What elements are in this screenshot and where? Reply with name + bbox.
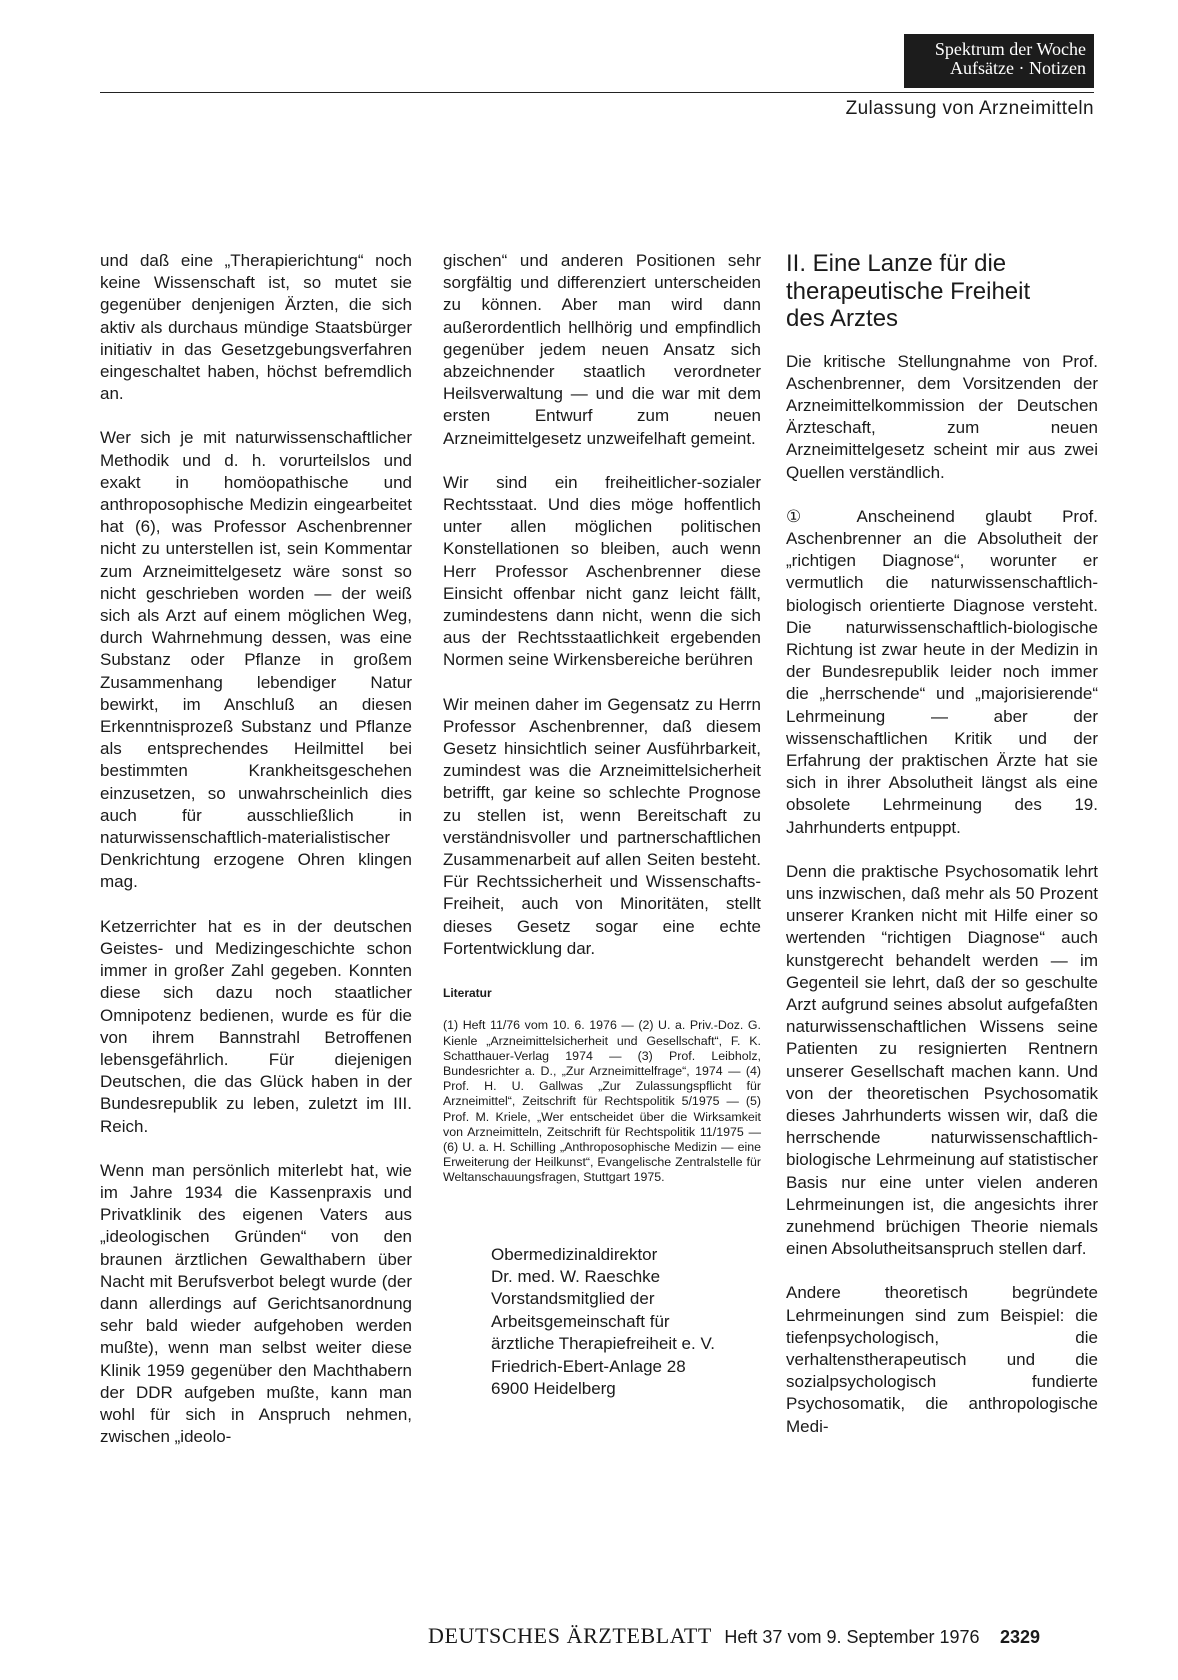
journal-name: DEUTSCHES ÄRZTEBLATT	[428, 1623, 712, 1648]
address-line: Dr. med. W. Raeschke	[491, 1266, 661, 1286]
issue-info: Heft 37 vom 9. September 1976	[724, 1627, 980, 1647]
paragraph: und daß eine „Therapierichtung“ noch keine Wissenschaft ist, so mutet sie gegenüber denjenigen Ärzten, die sich aktiv als durchaus mündige Staatsbürger initiativ in das Gesetzgebungsverfahren eingeschaltet haben, höchst befremdlich an.	[100, 251, 412, 404]
header-rule	[100, 92, 1094, 93]
badge-line-1: Spektrum der Woche	[934, 39, 1086, 59]
paragraph: Wenn man persönlich miterlebt hat, wie im Jahre 1934 die Kassenpraxis und Privatklinik des eigenen Vaters aus „ideologischen Gründen“ von den braunen ärztlichen Gewalthabern über Nacht mit Berufsverbot belegt wurde (der dann allerdings auf Gerichtsanordnung sehr bald wieder aufgehoben werden mußte), wenn man selbst weiter diese Klinik 1959 gegenüber den Machthabern der DDR aufgeben mußte, kann man wohl für sich in Anspruch nehmen, zwischen „ideolo-	[100, 1160, 412, 1447]
section-badge	[904, 34, 1094, 88]
page-number: 2329	[1000, 1627, 1041, 1647]
address-line: Friedrich-Ebert-Anlage 28	[491, 1356, 686, 1376]
column-3	[786, 250, 1098, 1460]
paragraph: ① Anscheinend glaubt Prof. Aschenbrenner an die Absolutheit der „richtigen Diagnose“, worunter er vermutlich die naturwissenschaftlich-biologisch orientierte Diagnose versteht. Die naturwissenschaftlich-biologische Richtung ist zwar heute in der Medizin in der Bundesrepublik leider noch immer die „herrschende“ und „majorisierende“ Lehrmeinung — aber der wissenschaftlichen Kritik und der Erfahrung der praktischen Ärzte hat sie sich in ihrer Absolutheit längst als eine obsolete Lehrmeinung des 19. Jahrhunderts entpuppt.	[786, 506, 1098, 837]
address-line: Obermedizinaldirektor	[491, 1244, 658, 1264]
address-line: Vorstandsmitglied der	[491, 1289, 655, 1309]
author-address	[443, 1244, 761, 1401]
page-footer	[428, 1623, 1040, 1649]
badge-line-2: Aufsätze · Notizen	[950, 58, 1086, 78]
address-line: ärztliche Therapiefreiheit e. V.	[491, 1334, 715, 1354]
paragraph: Denn die praktische Psychosomatik lehrt uns inzwischen, daß mehr als 50 Prozent unserer Kranken nicht mit Hilfe einer so wertenden “richtigen Diagnose“ auch kunstgerecht behandelt werden — im Gegenteil sie lehrt, daß der so geschulte Arzt aufgrund seines absolut aufgefaßten naturwissenschaftlichen Wissens seine Patienten zu resignierten Rentnern unserer Gesellschaft machen kann. Und von der theoretischen Psychosomatik dieses Jahrhunderts wissen wir, daß die herrschende naturwissenschaftlich-biologische Lehrmeinung auf statistischer Basis nur eine unter vielen anderen Lehrmeinungen ist, die angesichts ihrer zunehmend brüchigen Theorie niemals einen Absolutheitsanspruch stellen darf.	[786, 861, 1098, 1259]
heading-line: des Arztes	[786, 305, 899, 332]
paragraph: Andere theoretisch begründete Lehrmeinungen sind zum Beispiel: die tiefenpsychologisch, die verhaltenstherapeutisch und die sozialpsychologisch fundierte Psychosomatik, die anthropologische Medi-	[786, 1283, 1098, 1436]
literature-text: (1) Heft 11/76 vom 10. 6. 1976 — (2) U. a. Priv.-Doz. G. Kienle „Arzneimittelsicherheit und Gesellschaft“, F. K. Schatthauer-Verlag 1974 — (3) Prof. Leibholz, Bundesrichter a. D., „Zur Arzneimittelfrage“, 1974 — (4) Prof. H. U. Gallwas „Zur Zulassungspflicht für Arzneimittel“, Zeitschrift für Rechtspolitik 5/1975 — (5) Prof. M. Kriele, „Wer entscheidet über die Wirksamkeit von Arzneimitteln, Zeitschrift für Rechtspolitik 11/1975 — (6) U. a. H. Schilling „Anthroposophische Medizin — eine Erweiterung der Heilkunst“, Evangelische Zentralstelle für Weltanschauungsfragen, Stuttgart 1975.	[443, 1018, 761, 1185]
paragraph: Wer sich je mit naturwissenschaftlicher Methodik und d. h. vorurteilslos und exakt in homöopathische und anthroposophische Medizin eingearbeitet hat (6), was Professor Aschenbrenner nicht zu unterstellen ist, sein Kommentar zum Arzneimittelgesetz wäre sonst so nicht geschrieben worden — der weiß sich als Arzt auf einem möglichen Weg, durch Wahrnehmung dessen, was eine Substanz oder Pflanze in großem Zusammenhang lebendiger Natur bewirkt, im Anschluß an diesen Erkenntnisprozeß Substanz und Pflanze als entsprechendes Heilmittel bei bestimmten Krankheitsgeschehen einzusetzen, so unwahrscheinlich dies auch für ausschließlich in naturwissenschaftlich-materialistischer Denkrichtung erzogene Ohren klingen mag.	[100, 428, 412, 892]
paragraph: Wir sind ein freiheitlicher-sozialer Rechtsstaat. Und dies möge hoffentlich unter allen möglichen politischen Konstellationen so bleiben, auch wenn Herr Professor Aschenbrenner diese Einsicht offenbar nicht ganz leicht fällt, zumindestens dann nicht, wenn die sich aus der Rechtsstaatlichkeit ergebenden Normen seine Wirkensbereiche berühren	[443, 472, 761, 670]
paragraph: Die kritische Stellungnahme von Prof. Aschenbrenner, dem Vorsitzenden der Arzneimittelkommission der Deutschen Ärzteschaft, zum neuen Arzneimittelgesetz scheint mir aus zwei Quellen verständlich.	[786, 351, 1098, 482]
paragraph: gischen“ und anderen Positionen sehr sorgfältig und differenziert unterscheiden zu können. Aber man wird dann außerordentlich hellhörig und empfindlich gegenüber jedem neuen Ansatz sich abzeichnender staatlich verordneter Heilsverwaltung — und die war mit dem ersten Entwurf zum neuen Arzneimittelgesetz unzweifelhaft gemeint.	[443, 251, 761, 448]
heading-line: II. Eine Lanze für die	[786, 250, 1007, 277]
article-heading	[786, 250, 1098, 333]
address-line: 6900 Heidelberg	[491, 1378, 616, 1398]
literature-title: Literatur	[443, 986, 492, 1001]
column-1	[100, 250, 412, 1470]
column-2	[443, 250, 761, 1400]
heading-line: therapeutische Freiheit	[786, 277, 1031, 305]
section-title: Zulassung von Arzneimitteln	[845, 98, 1094, 119]
paragraph: Ketzerrichter hat es in der deutschen Geistes- und Medizingeschichte schon immer in großer Zahl gegeben. Konnten diese sich dazu noch staatlicher Omnipotenz bedienen, wurde es für die von ihrem Bannstrahl Betroffenen lebensgefährlich. Für diejenigen Deutschen, die das Glück haben in der Bundesrepublik zu leben, zuletzt im III. Reich.	[100, 916, 412, 1136]
address-line: Arbeitsgemeinschaft für	[491, 1311, 670, 1331]
paragraph: Wir meinen daher im Gegensatz zu Herrn Professor Aschenbrenner, daß diesem Gesetz hinsichtlich seiner Ausführbarkeit, zumindest was die Arzneimittelsicherheit betrifft, gar keine so schlechte Prognose zu stellen ist, wenn Bereitschaft zu verständnisvoller und partnerschaftlichen Zusammenarbeit auf allen Seiten besteht. Für Rechtssicherheit und Wissenschafts-Freiheit, auch von Minoritäten, stellt dieses Gesetz sogar eine echte Fortentwicklung dar.	[443, 694, 761, 958]
